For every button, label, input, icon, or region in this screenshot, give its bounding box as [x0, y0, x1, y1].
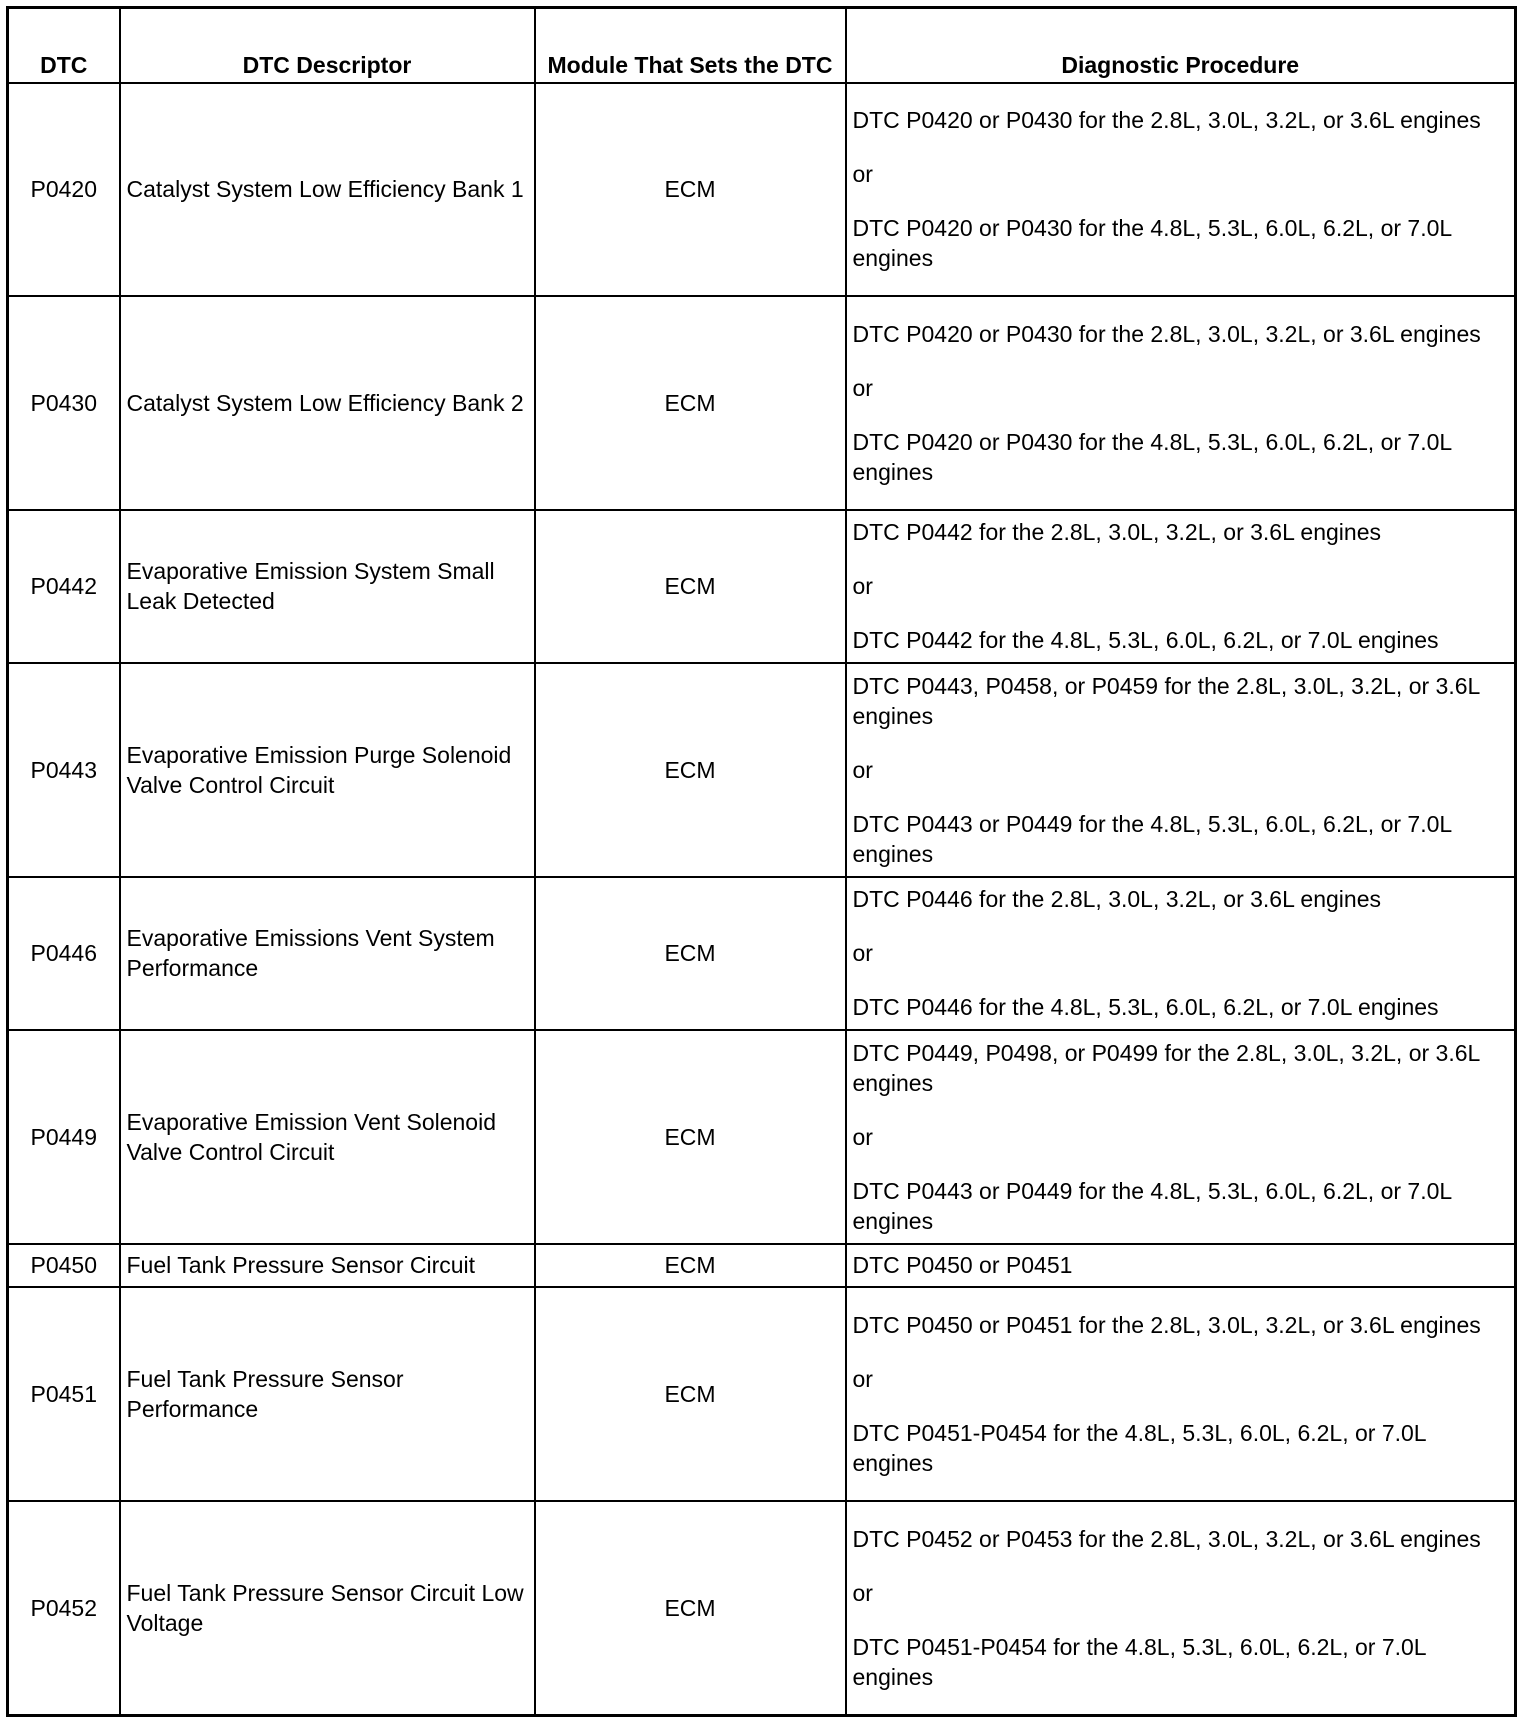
procedure-line: DTC P0452 or P0453 for the 2.8L, 3.0L, 3.2L, or 3.6L engines: [852, 1525, 1481, 1552]
dtc-descriptor-cell: Catalyst System Low Efficiency Bank 1: [120, 83, 535, 296]
dtc-descriptor-cell: Fuel Tank Pressure Sensor Circuit: [120, 1244, 535, 1287]
table-row: [8, 1287, 1516, 1501]
diagnostic-procedure-cell: [846, 510, 1516, 663]
table-body: [8, 83, 1516, 1716]
procedure-or-separator: or: [852, 940, 873, 966]
dtc-code-cell: P0430: [8, 296, 120, 510]
procedure-or-separator: or: [852, 756, 873, 783]
dtc-code-cell: P0446: [8, 877, 120, 1030]
dtc-code-cell: P0443: [8, 663, 120, 877]
procedure-line: DTC P0442 for the 4.8L, 5.3L, 6.0L, 6.2L, or 7.0L engines: [852, 627, 1439, 653]
diagnostic-procedure-cell: [846, 296, 1516, 510]
procedure-line: DTC P0451-P0454 for the 4.8L, 5.3L, 6.0L, 6.2L, or 7.0L engines: [852, 1633, 1426, 1690]
module-cell: ECM: [535, 1030, 846, 1244]
dtc-code-cell: P0452: [8, 1501, 120, 1716]
dtc-code-cell: P0449: [8, 1030, 120, 1244]
module-cell: ECM: [535, 1501, 846, 1716]
table-row: [8, 1244, 1516, 1287]
module-cell: ECM: [535, 1244, 846, 1287]
procedure-line: DTC P0420 or P0430 for the 4.8L, 5.3L, 6.0L, 6.2L, or 7.0L engines: [852, 428, 1452, 485]
module-cell: ECM: [535, 877, 846, 1030]
procedure-line: DTC P0420 or P0430 for the 2.8L, 3.0L, 3.2L, or 3.6L engines: [852, 320, 1481, 347]
procedure-line: DTC P0443 or P0449 for the 4.8L, 5.3L, 6.0L, 6.2L, or 7.0L engines: [852, 1177, 1452, 1234]
header-dtc: DTC: [8, 8, 120, 83]
dtc-descriptor-cell: Fuel Tank Pressure Sensor Circuit Low Voltage: [120, 1501, 535, 1716]
dtc-descriptor-cell: Evaporative Emission Vent Solenoid Valve Control Circuit: [120, 1030, 535, 1244]
dtc-table: [6, 6, 1517, 1717]
dtc-code-cell: P0420: [8, 83, 120, 296]
procedure-line: DTC P0446 for the 2.8L, 3.0L, 3.2L, or 3.6L engines: [852, 886, 1381, 912]
procedure-line: DTC P0420 or P0430 for the 4.8L, 5.3L, 6.0L, 6.2L, or 7.0L engines: [852, 215, 1452, 271]
procedure-line: DTC P0450 or P0451 for the 2.8L, 3.0L, 3.2L, or 3.6L engines: [852, 1311, 1481, 1338]
diagnostic-procedure-cell: [846, 877, 1516, 1030]
dtc-code-cell: P0451: [8, 1287, 120, 1501]
procedure-line: DTC P0451-P0454 for the 4.8L, 5.3L, 6.0L, 6.2L, or 7.0L engines: [852, 1419, 1426, 1476]
diagnostic-procedure-cell: [846, 1244, 1516, 1287]
diagnostic-procedure-cell: [846, 663, 1516, 877]
module-cell: ECM: [535, 510, 846, 663]
procedure-or-separator: or: [852, 1579, 873, 1606]
procedure-line: DTC P0420 or P0430 for the 2.8L, 3.0L, 3.2L, or 3.6L engines: [852, 107, 1481, 133]
table-row: [8, 877, 1516, 1030]
table-row: [8, 510, 1516, 663]
table-row: [8, 1030, 1516, 1244]
module-cell: ECM: [535, 663, 846, 877]
table-row: [8, 296, 1516, 510]
dtc-descriptor-cell: Catalyst System Low Efficiency Bank 2: [120, 296, 535, 510]
header-descriptor: DTC Descriptor: [120, 8, 535, 83]
procedure-line: DTC P0446 for the 4.8L, 5.3L, 6.0L, 6.2L, or 7.0L engines: [852, 994, 1439, 1020]
diagnostic-procedure-cell: [846, 83, 1516, 296]
header-procedure: Diagnostic Procedure: [846, 8, 1516, 83]
procedure-or-separator: or: [852, 161, 873, 187]
table-header: [8, 8, 1516, 83]
dtc-descriptor-cell: Evaporative Emission Purge Solenoid Valve Control Circuit: [120, 663, 535, 877]
table-row: [8, 1501, 1516, 1716]
procedure-line: DTC P0443 or P0449 for the 4.8L, 5.3L, 6.0L, 6.2L, or 7.0L engines: [852, 810, 1452, 867]
procedure-line: DTC P0443, P0458, or P0459 for the 2.8L, 3.0L, 3.2L, or 3.6L engines: [852, 672, 1480, 729]
module-cell: ECM: [535, 296, 846, 510]
dtc-code-cell: P0450: [8, 1244, 120, 1287]
procedure-line: DTC P0450 or P0451: [852, 1252, 1073, 1278]
diagnostic-procedure-cell: [846, 1501, 1516, 1716]
procedure-or-separator: or: [852, 1365, 873, 1392]
header-module: Module That Sets the DTC: [535, 8, 846, 83]
dtc-descriptor-cell: Fuel Tank Pressure Sensor Performance: [120, 1287, 535, 1501]
procedure-line: DTC P0449, P0498, or P0499 for the 2.8L, 3.0L, 3.2L, or 3.6L engines: [852, 1039, 1480, 1096]
module-cell: ECM: [535, 1287, 846, 1501]
header-row: [8, 8, 1516, 83]
dtc-descriptor-cell: Evaporative Emissions Vent System Performance: [120, 877, 535, 1030]
table-row: [8, 83, 1516, 296]
module-cell: ECM: [535, 83, 846, 296]
diagnostic-procedure-cell: [846, 1030, 1516, 1244]
dtc-code-cell: P0442: [8, 510, 120, 663]
procedure-or-separator: or: [852, 1123, 873, 1150]
dtc-descriptor-cell: Evaporative Emission System Small Leak Detected: [120, 510, 535, 663]
procedure-or-separator: or: [852, 374, 873, 401]
procedure-line: DTC P0442 for the 2.8L, 3.0L, 3.2L, or 3.6L engines: [852, 519, 1381, 545]
diagnostic-procedure-cell: [846, 1287, 1516, 1501]
table-row: [8, 663, 1516, 877]
procedure-or-separator: or: [852, 573, 873, 599]
